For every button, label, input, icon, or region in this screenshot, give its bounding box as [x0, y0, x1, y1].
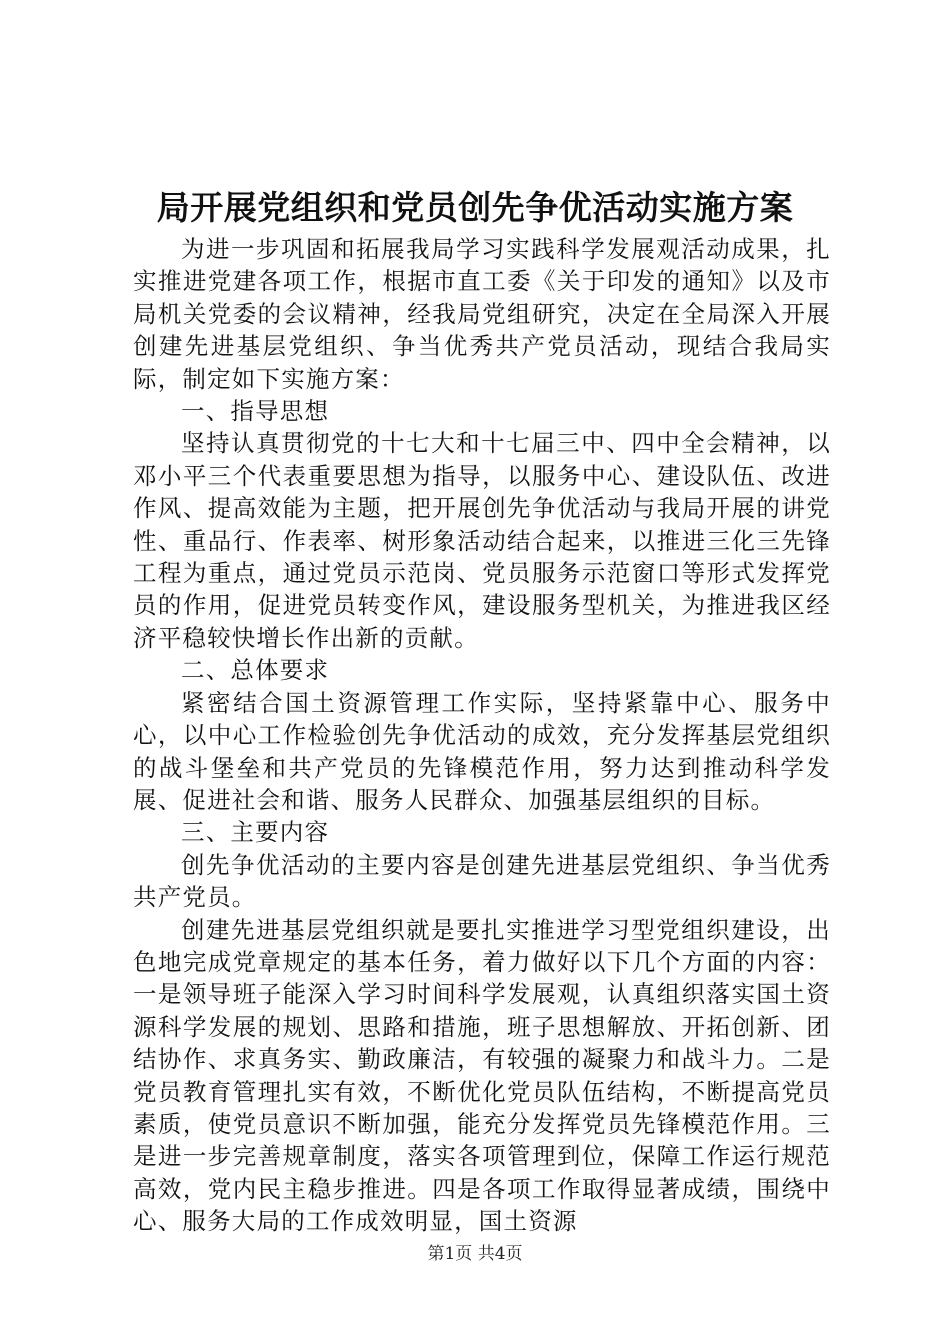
section-heading-guiding-ideology: 一、指导思想 [181, 397, 330, 426]
document-title: 局开展党组织和党员创先争优活动实施方案 [156, 188, 794, 227]
intro-paragraph: 为进一步巩固和拓展我局学习实践科学发展观活动成果，扎实推进党建各项工作，根据市直工委《关于印发的通知》以及市局机关党委的会议精神，经我局党组研究，决定在全局深入开展创建先进基层党组织、争当优秀共产党员活动，现结合我局实际，制定如下实施方案： [133, 235, 831, 393]
section-heading-main-content: 三、主要内容 [181, 818, 330, 847]
overall-requirements-paragraph: 紧密结合国土资源管理工作实际，坚持紧靠中心、服务中心，以中心工作检验创先争优活动的成效，充分发挥基层党组织的战斗堡垒和共产党员的先锋模范作用，努力达到推动科学发展、促进社会和谐、服务人民群众、加强基层组织的目标。 [133, 688, 831, 814]
page-number-footer: 第1页 共4页 [427, 1244, 523, 1264]
main-content-paragraph: 创先争优活动的主要内容是创建先进基层党组织、争当优秀共产党员。 [133, 850, 831, 912]
document-body [133, 233, 831, 1238]
advanced-organization-paragraph: 创建先进基层党组织就是要扎实推进学习型党组织建设，出色地完成党章规定的基本任务，着力做好以下几个方面的内容：一是领导班子能深入学习时间科学发展观，认真组织落实国土资源科学发展的规划、思路和措施，班子思想解放、开拓创新、团结协作、求真务实、勤政廉洁，有较强的凝聚力和战斗力。二是党员教育管理扎实有效，不断优化党员队伍结构，不断提高党员素质，使党员意识不断加强，能充分发挥党员先锋模范作用。三是进一步完善规章制度，落实各项管理到位，保障工作运行规范高效，党内民主稳步推进。四是各项工作取得显著成绩，围绕中心、服务大局的工作成效明显，国土资源 [133, 915, 831, 1236]
section-heading-overall-requirements: 二、总体要求 [181, 656, 330, 685]
guiding-ideology-paragraph: 坚持认真贯彻党的十七大和十七届三中、四中全会精神，以邓小平三个代表重要思想为指导，以服务中心、建设队伍、改进作风、提高效能为主题，把开展创先争优活动与我局开展的讲党性、重品行、作表率、树形象活动结合起来，以推进三化三先锋工程为重点，通过党员示范岗、党员服务示范窗口等形式发挥党员的作用，促进党员转变作风，建设服务型机关，为推进我区经济平稳较快增长作出新的贡献。 [133, 429, 831, 652]
